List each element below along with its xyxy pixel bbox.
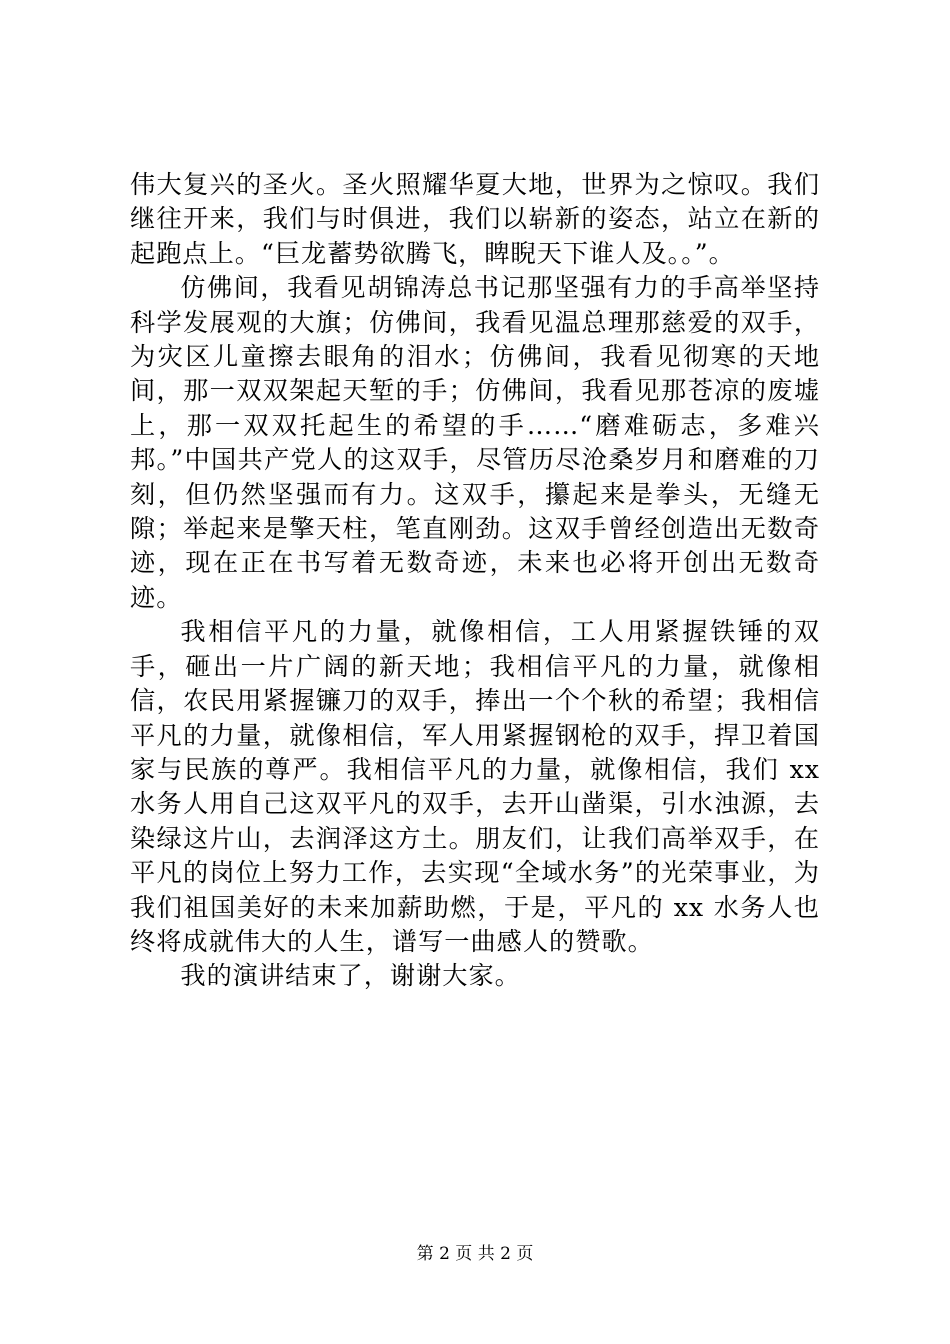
paragraph-2: 仿佛间，我看见胡锦涛总书记那坚强有力的手高举坚持科学发展观的大旗；仿佛间，我看见温总理那慈爱的双手，为灾区儿童擦去眼角的泪水；仿佛间，我看见彻寒的天地间，那一双双架起天堑的手；仿佛间，我看见那苍凉的废墟上，那一双双托起生的希望的手……“磨难砺志，多难兴邦。”中国共产党人的这双手，尽管历尽沧桑岁月和磨难的刀刻，但仍然坚强而有力。这双手，攥起来是拳头，无缝无隙；举起来是擎天柱，笔直刚劲。这双手曾经创造出无数奇迹，现在正在书写着无数奇迹，未来也必将开创出无数奇迹。 — [130, 273, 820, 612]
paragraph-1: 伟大复兴的圣火。圣火照耀华夏大地，世界为之惊叹。我们继往开来，我们与时俱进，我们以崭新的姿态，站立在新的起跑点上。“巨龙蓄势欲腾飞，睥睨天下谁人及。。”。 — [130, 170, 820, 268]
paragraph-3: 我相信平凡的力量，就像相信，工人用紧握铁锤的双手，砸出一片广阔的新天地；我相信平凡的力量，就像相信，农民用紧握镰刀的双手，捧出一个个秋的希望；我相信平凡的力量，就像相信，军人用紧握钢枪的双手，捍卫着国家与民族的尊严。我相信平凡的力量，就像相信，我们 xx 水务人用自己这双平凡的双手，去开山凿渠，引水浊源，去染绿这片山，去润泽这方土。朋友们，让我们高举双手，在平凡的岗位上努力工作，去实现“全域水务”的光荣事业，为我们祖国美好的未来加薪助燃，于是，平凡的 xx 水务人也终将成就伟大的人生，谱写一曲感人的赞歌。 — [130, 617, 820, 956]
paragraph-4: 我的演讲结束了，谢谢大家。 — [180, 961, 521, 991]
page-footer: 第 2 页 共 2 页 — [416, 1244, 534, 1264]
document-body — [130, 168, 820, 994]
